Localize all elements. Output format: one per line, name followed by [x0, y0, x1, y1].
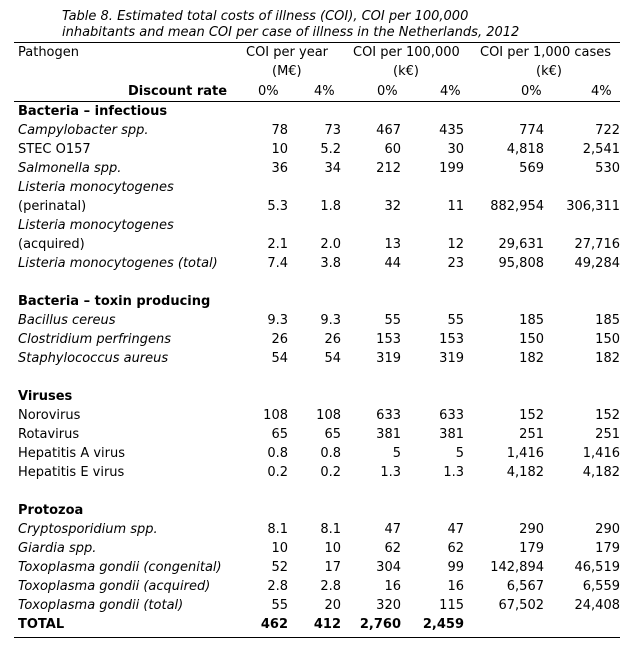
value-cell — [248, 501, 288, 520]
value-cell — [288, 216, 341, 235]
value-cell — [464, 292, 544, 311]
value-cell: 62 — [384, 541, 401, 556]
value-cell: 153 — [376, 332, 401, 347]
value-cell — [544, 216, 620, 235]
value-cell — [544, 501, 620, 520]
value-cell: 55 — [271, 598, 288, 613]
value-cell — [288, 178, 341, 197]
value-cell: 774 — [519, 123, 544, 138]
total-row — [14, 615, 620, 634]
table-row — [14, 235, 620, 254]
value-cell: 9.3 — [267, 313, 288, 328]
value-cell: 108 — [263, 408, 288, 423]
pathogen-name: Hepatitis E virus — [18, 465, 125, 480]
value-cell: 55 — [447, 313, 464, 328]
value-cell: 0.8 — [267, 446, 288, 461]
pathogen-name: Staphylococcus aureus — [18, 351, 169, 366]
header-discount-rate: Discount rate — [128, 84, 228, 99]
value-cell: 412 — [313, 617, 341, 632]
value-cell: 12 — [447, 237, 464, 252]
value-cell: 5 — [455, 446, 464, 461]
value-cell: 5 — [392, 446, 401, 461]
value-cell: 108 — [316, 408, 341, 423]
header-coi-year-0pct: 0% — [258, 84, 279, 99]
header-coi-cases-4pct: 4% — [591, 84, 612, 99]
pathogen-name: Hepatitis A virus — [18, 446, 126, 461]
table-row — [14, 159, 620, 178]
value-cell: 152 — [595, 408, 620, 423]
table-row — [14, 121, 620, 140]
value-cell — [288, 102, 341, 121]
value-cell: 462 — [260, 617, 288, 632]
value-cell: 67,502 — [498, 598, 544, 613]
value-cell: 27,716 — [574, 237, 620, 252]
value-cell: 46,519 — [574, 560, 620, 575]
coi-table — [14, 102, 620, 634]
value-cell — [288, 387, 341, 406]
table-row — [14, 349, 620, 368]
value-cell — [401, 292, 464, 311]
table-row — [14, 425, 620, 444]
value-cell: 5.3 — [267, 199, 288, 214]
value-cell: 49,284 — [574, 256, 620, 271]
table-row — [14, 254, 620, 273]
caption-line-1: Table 8. Estimated total costs of illness (COI), COI per 100,000 — [62, 9, 469, 24]
value-cell: 2.0 — [320, 237, 341, 252]
value-cell: 95,808 — [498, 256, 544, 271]
header-coi-year-4pct: 4% — [314, 84, 335, 99]
value-cell — [248, 292, 288, 311]
value-cell: 13 — [384, 237, 401, 252]
value-cell: 2.8 — [267, 579, 288, 594]
value-cell: 212 — [376, 161, 401, 176]
bottom-rule — [14, 637, 620, 638]
spacer-cell — [14, 482, 620, 501]
section-header-row — [14, 292, 620, 311]
value-cell — [341, 178, 401, 197]
header-coi-per-year: COI per year — [246, 45, 329, 60]
section-header-row — [14, 501, 620, 520]
value-cell: 62 — [447, 541, 464, 556]
spacer-cell — [14, 368, 620, 387]
value-cell: 20 — [324, 598, 341, 613]
value-cell: 23 — [447, 256, 464, 271]
value-cell: 54 — [271, 351, 288, 366]
value-cell: 17 — [324, 560, 341, 575]
pathogen-name: Norovirus — [18, 408, 81, 423]
pathogen-name: Cryptosporidium spp. — [18, 522, 158, 537]
table-row — [14, 539, 620, 558]
table-row — [14, 577, 620, 596]
value-cell: 1,416 — [506, 446, 544, 461]
value-cell: 9.3 — [320, 313, 341, 328]
value-cell: 0.2 — [320, 465, 341, 480]
value-cell: 0.2 — [267, 465, 288, 480]
value-cell: 2.8 — [320, 579, 341, 594]
pathogen-name: Bacillus cereus — [18, 313, 116, 328]
label-row — [14, 216, 620, 235]
value-cell: 467 — [376, 123, 401, 138]
table-row — [14, 596, 620, 615]
value-cell: 1.3 — [380, 465, 401, 480]
value-cell: 32 — [384, 199, 401, 214]
header-pathogen: Pathogen — [18, 45, 80, 60]
section-label: Protozoa — [18, 503, 84, 518]
value-cell: 153 — [439, 332, 464, 347]
value-cell — [248, 387, 288, 406]
value-cell — [401, 501, 464, 520]
header-coi-cases-0pct: 0% — [521, 84, 542, 99]
header-coi-100k-4pct: 4% — [440, 84, 461, 99]
value-cell: 185 — [519, 313, 544, 328]
value-cell: 150 — [519, 332, 544, 347]
pathogen-name: Rotavirus — [18, 427, 80, 442]
value-cell: 1,416 — [582, 446, 620, 461]
value-cell: 36 — [271, 161, 288, 176]
value-cell: 2,760 — [359, 617, 401, 632]
value-cell: 8.1 — [267, 522, 288, 537]
value-cell: 47 — [447, 522, 464, 537]
table-row — [14, 140, 620, 159]
pathogen-name: Clostridium perfringens — [18, 332, 171, 347]
value-cell — [464, 387, 544, 406]
value-cell — [341, 292, 401, 311]
value-cell: 381 — [376, 427, 401, 442]
pathogen-name: Toxoplasma gondii (total) — [18, 598, 184, 613]
value-cell: 182 — [595, 351, 620, 366]
table-row — [14, 558, 620, 577]
value-cell: 304 — [376, 560, 401, 575]
value-cell: 6,559 — [582, 579, 620, 594]
pathogen-name: Salmonella spp. — [18, 161, 122, 176]
value-cell: 306,311 — [566, 199, 620, 214]
pathogen-name: (perinatal) — [18, 199, 87, 214]
value-cell — [464, 501, 544, 520]
value-cell: 65 — [324, 427, 341, 442]
pathogen-name: Listeria monocytogenes (total) — [18, 256, 218, 271]
value-cell: 633 — [439, 408, 464, 423]
value-cell — [248, 102, 288, 121]
header-coi-per-100000: COI per 100,000 — [353, 45, 460, 60]
value-cell: 0.8 — [320, 446, 341, 461]
value-cell — [248, 216, 288, 235]
value-cell: 11 — [447, 199, 464, 214]
value-cell: 2,459 — [422, 617, 464, 632]
value-cell — [544, 178, 620, 197]
pathogen-name: Listeria monocytogenes — [18, 180, 174, 195]
value-cell: 8.1 — [320, 522, 341, 537]
value-cell: 150 — [595, 332, 620, 347]
value-cell: 78 — [271, 123, 288, 138]
header-coi-per-1000-cases-unit: (k€) — [536, 64, 562, 79]
header-coi-100k-0pct: 0% — [377, 84, 398, 99]
value-cell: 115 — [439, 598, 464, 613]
coi-table-body — [14, 102, 620, 634]
value-cell: 10 — [271, 541, 288, 556]
table-row — [14, 463, 620, 482]
value-cell: 24,408 — [574, 598, 620, 613]
value-cell: 54 — [324, 351, 341, 366]
value-cell: 44 — [384, 256, 401, 271]
value-cell: 10 — [324, 541, 341, 556]
value-cell: 251 — [595, 427, 620, 442]
value-cell: 530 — [595, 161, 620, 176]
value-cell: 142,894 — [490, 560, 544, 575]
pathogen-name: Listeria monocytogenes — [18, 218, 174, 233]
value-cell: 2.1 — [267, 237, 288, 252]
section-header-row — [14, 387, 620, 406]
value-cell: 182 — [519, 351, 544, 366]
value-cell: 3.8 — [320, 256, 341, 271]
value-cell: 2,541 — [582, 142, 620, 157]
value-cell — [464, 216, 544, 235]
table-row — [14, 311, 620, 330]
header-coi-per-year-unit: (M€) — [272, 64, 302, 79]
value-cell: 381 — [439, 427, 464, 442]
value-cell: 1.3 — [443, 465, 464, 480]
value-cell: 55 — [384, 313, 401, 328]
header-coi-per-1000-cases: COI per 1,000 cases — [480, 45, 612, 60]
value-cell — [401, 102, 464, 121]
value-cell: 99 — [447, 560, 464, 575]
caption-line-2: inhabitants and mean COI per case of illness in the Netherlands, 2012 — [62, 25, 520, 40]
value-cell — [464, 615, 544, 634]
value-cell: 4,818 — [506, 142, 544, 157]
table-row — [14, 330, 620, 349]
value-cell — [464, 178, 544, 197]
value-cell — [341, 387, 401, 406]
value-cell: 179 — [595, 541, 620, 556]
spacer-row — [14, 273, 620, 292]
value-cell: 29,631 — [498, 237, 544, 252]
section-label: Bacteria – infectious — [18, 104, 168, 119]
pathogen-name: Toxoplasma gondii (acquired) — [18, 579, 211, 594]
value-cell: 435 — [439, 123, 464, 138]
value-cell — [401, 387, 464, 406]
pathogen-name: STEC O157 — [18, 142, 91, 157]
section-label: Bacteria – toxin producing — [18, 294, 211, 309]
spacer-row — [14, 482, 620, 501]
value-cell: 152 — [519, 408, 544, 423]
header-coi-per-100000-unit: (k€) — [393, 64, 419, 79]
value-cell — [341, 216, 401, 235]
pathogen-name: Campylobacter spp. — [18, 123, 149, 138]
value-cell: 47 — [384, 522, 401, 537]
pathogen-name: TOTAL — [18, 617, 65, 632]
pathogen-name: Toxoplasma gondii (congenital) — [18, 560, 222, 575]
value-cell: 65 — [271, 427, 288, 442]
value-cell — [288, 501, 341, 520]
value-cell: 290 — [519, 522, 544, 537]
value-cell — [401, 216, 464, 235]
spacer-cell — [14, 273, 620, 292]
value-cell — [288, 292, 341, 311]
value-cell — [544, 292, 620, 311]
value-cell: 251 — [519, 427, 544, 442]
value-cell: 10 — [271, 142, 288, 157]
value-cell: 4,182 — [506, 465, 544, 480]
value-cell: 52 — [271, 560, 288, 575]
value-cell: 6,567 — [506, 579, 544, 594]
label-row — [14, 178, 620, 197]
value-cell: 320 — [376, 598, 401, 613]
value-cell: 633 — [376, 408, 401, 423]
value-cell — [401, 178, 464, 197]
value-cell: 34 — [324, 161, 341, 176]
table-row — [14, 444, 620, 463]
value-cell: 185 — [595, 313, 620, 328]
value-cell: 290 — [595, 522, 620, 537]
table-row — [14, 197, 620, 216]
value-cell: 569 — [519, 161, 544, 176]
value-cell: 16 — [447, 579, 464, 594]
value-cell: 73 — [324, 123, 341, 138]
value-cell — [544, 102, 620, 121]
value-cell: 26 — [324, 332, 341, 347]
value-cell: 319 — [376, 351, 401, 366]
table-row — [14, 520, 620, 539]
section-label: Viruses — [18, 389, 73, 404]
value-cell: 319 — [439, 351, 464, 366]
pathogen-name: Giardia spp. — [18, 541, 97, 556]
value-cell — [544, 615, 620, 634]
table-row — [14, 406, 620, 425]
value-cell: 1.8 — [320, 199, 341, 214]
value-cell — [341, 501, 401, 520]
value-cell: 30 — [447, 142, 464, 157]
value-cell — [248, 178, 288, 197]
value-cell: 60 — [384, 142, 401, 157]
value-cell: 26 — [271, 332, 288, 347]
value-cell: 179 — [519, 541, 544, 556]
value-cell: 7.4 — [267, 256, 288, 271]
value-cell — [464, 102, 544, 121]
value-cell: 16 — [384, 579, 401, 594]
value-cell — [544, 387, 620, 406]
value-cell: 4,182 — [582, 465, 620, 480]
value-cell: 722 — [595, 123, 620, 138]
pathogen-name: (acquired) — [18, 237, 85, 252]
value-cell: 5.2 — [320, 142, 341, 157]
value-cell — [341, 102, 401, 121]
section-header-row — [14, 102, 620, 121]
value-cell: 882,954 — [490, 199, 544, 214]
table-caption — [62, 9, 622, 41]
spacer-row — [14, 368, 620, 387]
value-cell: 199 — [439, 161, 464, 176]
